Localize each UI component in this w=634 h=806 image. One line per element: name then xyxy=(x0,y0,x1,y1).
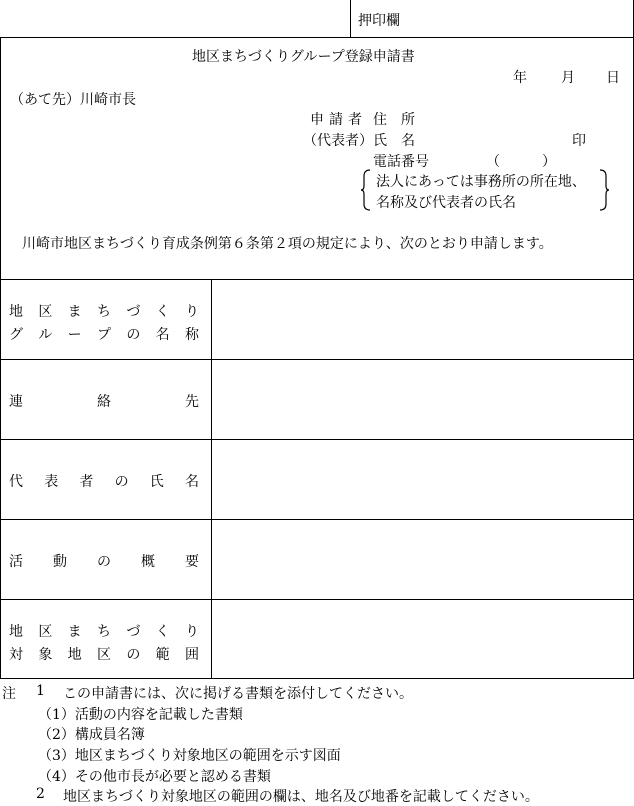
activity-summary-label xyxy=(9,551,199,571)
table-divider xyxy=(0,279,634,280)
row-label-char: づ xyxy=(126,304,141,320)
form-title: 地区まちづくりグループ登録申請書 xyxy=(192,49,415,65)
corp-note-line1: 法人にあっては事務所の所在地、 xyxy=(376,174,586,190)
row-label-char: の xyxy=(97,554,111,570)
row-label-char: 絡 xyxy=(97,394,111,410)
row-divider xyxy=(0,359,634,360)
row-label-char: 概 xyxy=(141,554,155,570)
activity-summary-field[interactable] xyxy=(218,525,628,593)
stamp-label: 押印欄 xyxy=(358,13,400,29)
row-label-char: ま xyxy=(67,304,82,320)
row-label-char: ー xyxy=(67,327,82,343)
address-field[interactable] xyxy=(440,108,620,126)
right-bracket xyxy=(598,169,610,211)
row-divider xyxy=(0,599,634,600)
row-label-char: の xyxy=(126,327,141,343)
row-label-char: づ xyxy=(126,624,141,640)
corp-note-line2: 名称及び代表者の氏名 xyxy=(376,195,516,211)
row-divider xyxy=(0,439,634,440)
note-item: （2）構成員名簿 xyxy=(38,727,145,743)
note-2-text: 地区まちづくり対象地区の範囲の欄は、地名及び地番を記載してください。 xyxy=(63,789,539,805)
note-1-number: 1 xyxy=(36,683,45,699)
row-label-char: の xyxy=(126,647,141,663)
row-label-char: 囲 xyxy=(184,647,199,663)
note-1-text: この申請書には、次に掲げる書類を添付してください。 xyxy=(63,686,413,702)
representative-label: （代表者） xyxy=(303,133,373,149)
row-divider xyxy=(0,519,634,520)
row-label-char: プ xyxy=(96,327,111,343)
address-label: 住 所 xyxy=(373,112,415,128)
row-label-char: グ xyxy=(9,327,23,343)
row-label-char: く xyxy=(155,624,170,640)
row-label-char: 者 xyxy=(79,474,94,490)
group-name-field[interactable] xyxy=(218,285,628,353)
row-label-char: 区 xyxy=(96,647,111,663)
row-label-char: 活 xyxy=(9,554,23,570)
row-label-char: 地 xyxy=(9,624,23,640)
row-label-char: 氏 xyxy=(149,474,164,490)
row-label-char: ち xyxy=(96,304,111,320)
phone-label: 電話番号 xyxy=(373,154,429,170)
statement: 川崎市地区まちづくり育成条例第６条第２項の規定により、次のとおり申請します。 xyxy=(22,236,553,252)
row-label-char: ち xyxy=(96,624,111,640)
row-label-char: ル xyxy=(38,327,53,343)
name-field[interactable] xyxy=(440,129,565,147)
row-label-char: 要 xyxy=(185,554,199,570)
note-2-number: 2 xyxy=(36,786,45,802)
row-label-char: 先 xyxy=(185,394,199,410)
note-item: （3）地区まちづくり対象地区の範囲を示す図面 xyxy=(38,748,341,764)
date-month: 月 xyxy=(561,70,575,86)
row-label-char: 区 xyxy=(38,624,53,640)
applicant-label: 申請者 xyxy=(310,112,367,128)
group-name-label xyxy=(9,301,199,344)
contact-label xyxy=(9,391,199,411)
row-label-char: 動 xyxy=(53,554,67,570)
column-divider xyxy=(211,279,212,679)
row-label-char: ま xyxy=(67,624,82,640)
row-label-char: 地 xyxy=(9,304,23,320)
row-label-char: 対 xyxy=(9,647,23,663)
row-label-char: く xyxy=(155,304,170,320)
date-year: 年 xyxy=(513,70,527,86)
representative-name-field[interactable] xyxy=(218,445,628,513)
addressee: （あて先）川崎市長 xyxy=(10,92,136,108)
target-area-field[interactable] xyxy=(218,605,628,673)
target-area-label xyxy=(9,621,199,664)
representative-name-label xyxy=(9,471,199,491)
row-label-char: 地 xyxy=(67,647,82,663)
row-label-char: 名 xyxy=(184,474,199,490)
date-day: 日 xyxy=(606,70,620,86)
row-label-char: り xyxy=(184,624,199,640)
row-label-char: り xyxy=(184,304,199,320)
row-label-char: 象 xyxy=(38,647,53,663)
row-label-char: 連 xyxy=(9,394,23,410)
row-label-char: 称 xyxy=(184,327,199,343)
row-label-char: 代 xyxy=(9,474,23,490)
notes-prefix: 注 xyxy=(2,686,16,702)
note-item: （1）活動の内容を記載した書類 xyxy=(38,707,243,723)
phone-parens: （ ） xyxy=(486,154,556,170)
row-label-char: 表 xyxy=(44,474,59,490)
name-label: 氏 名 xyxy=(373,133,415,149)
row-label-char: の xyxy=(114,474,129,490)
contact-field[interactable] xyxy=(218,365,628,433)
row-label-char: 範 xyxy=(155,647,170,663)
seal-mark: 印 xyxy=(572,133,586,149)
row-label-char: 名 xyxy=(155,327,170,343)
note-item: （4）その他市長が必要と認める書類 xyxy=(38,769,271,785)
row-label-char: 区 xyxy=(38,304,53,320)
left-bracket xyxy=(360,169,372,211)
